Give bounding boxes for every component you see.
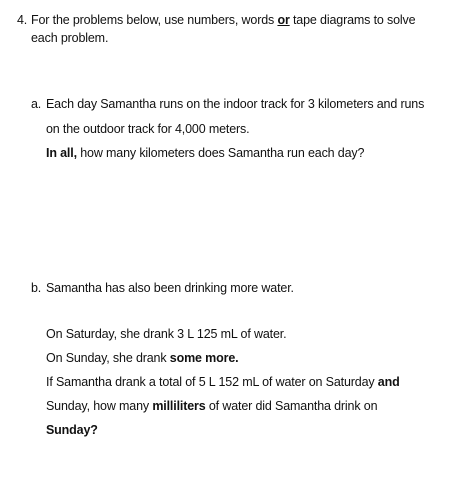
part-b-q3-bold: Sunday? — [46, 423, 98, 437]
part-b-total-bold: and — [377, 375, 400, 389]
problem-number-text: 4. — [17, 13, 28, 27]
part-a-line1: Each day Samantha runs on the indoor track for 3 kilometers and runs — [46, 97, 425, 111]
part-b-q2-post: of water did Samantha drink on — [205, 399, 378, 413]
part-b-label: b. — [31, 281, 42, 295]
part-a-question-rest: how many kilometers does Samantha run each day? — [76, 146, 365, 160]
part-b-q2-bold: milliliters — [152, 399, 206, 413]
part-b-q2-pre: Sunday, how many — [46, 399, 153, 413]
problem-instructions-line2: each problem. — [31, 31, 109, 45]
instructions-or-underlined: or — [277, 13, 290, 27]
problem-number — [17, 12, 27, 28]
part-b-question-line2 — [46, 398, 377, 414]
part-a-question — [46, 145, 364, 161]
part-a-line2: on the outdoor track for 4,000 meters. — [46, 122, 250, 136]
instructions-text-1: For the problems below, use numbers, words — [31, 13, 278, 27]
part-a-label: a. — [31, 97, 42, 111]
part-b-sunday-bold: some more. — [169, 351, 239, 365]
instructions-text-2: tape diagrams to solve — [289, 13, 416, 27]
part-a-question-bold: In all, — [46, 146, 77, 160]
part-b-question-line3 — [46, 422, 98, 438]
part-b-sunday — [46, 350, 238, 366]
part-b-total — [46, 374, 400, 390]
problem-instructions-line1 — [31, 12, 415, 28]
part-b-sunday-text: On Sunday, she drank — [46, 351, 170, 365]
part-b-total-text: If Samantha drank a total of 5 L 152 mL of water on Saturday — [46, 375, 378, 389]
part-b-saturday: On Saturday, she drank 3 L 125 mL of water. — [46, 327, 287, 341]
part-b-line1: Samantha has also been drinking more water. — [46, 281, 294, 295]
